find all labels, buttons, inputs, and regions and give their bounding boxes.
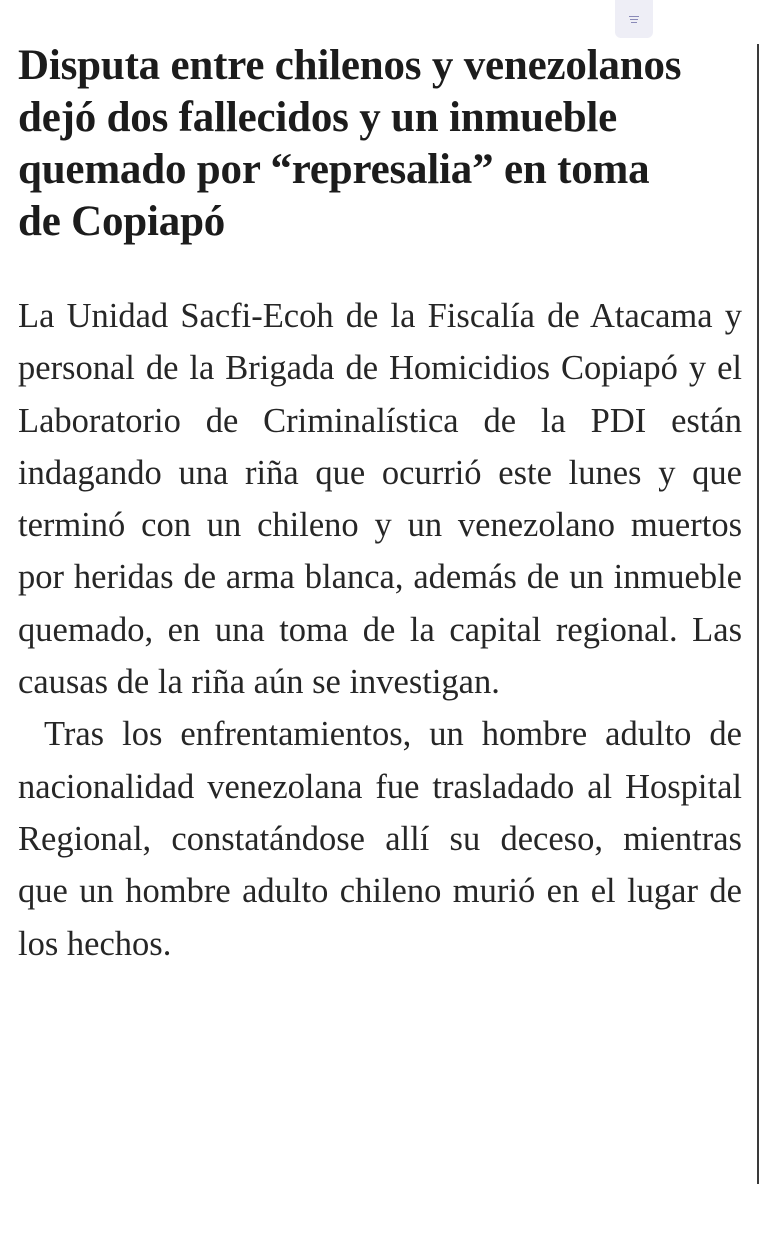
article-body — [18, 290, 742, 970]
column-divider — [757, 44, 759, 1184]
article-paragraph: Tras los enfrentamientos, un hombre adulto de nacionalidad venezolana fue trasladado al Hospital Regional, constatándose allí su deceso, mientras que un hombre adulto chileno murió en el lugar de los hechos. — [18, 715, 742, 963]
news-article — [18, 40, 742, 970]
article-paragraph: La Unidad Sacfi-Ecoh de la Fiscalía de Atacama y personal de la Brigada de Homicidios Copiapó y el Laboratorio de Criminalística de la PDI están indagando una riña que ocurrió este lunes y que terminó con un chileno y un venezolano muertos por heridas de arma blanca, además de un inmueble quemado, en una toma de la capital regional. Las causas de la riña aún se investigan. — [18, 297, 742, 702]
article-headline: Disputa entre chilenos y venezolanos dejó dos fallecidos y un inmueble quemado por “represalia” en toma de Copiapó — [18, 42, 682, 245]
menu-lines-icon[interactable] — [615, 0, 653, 38]
